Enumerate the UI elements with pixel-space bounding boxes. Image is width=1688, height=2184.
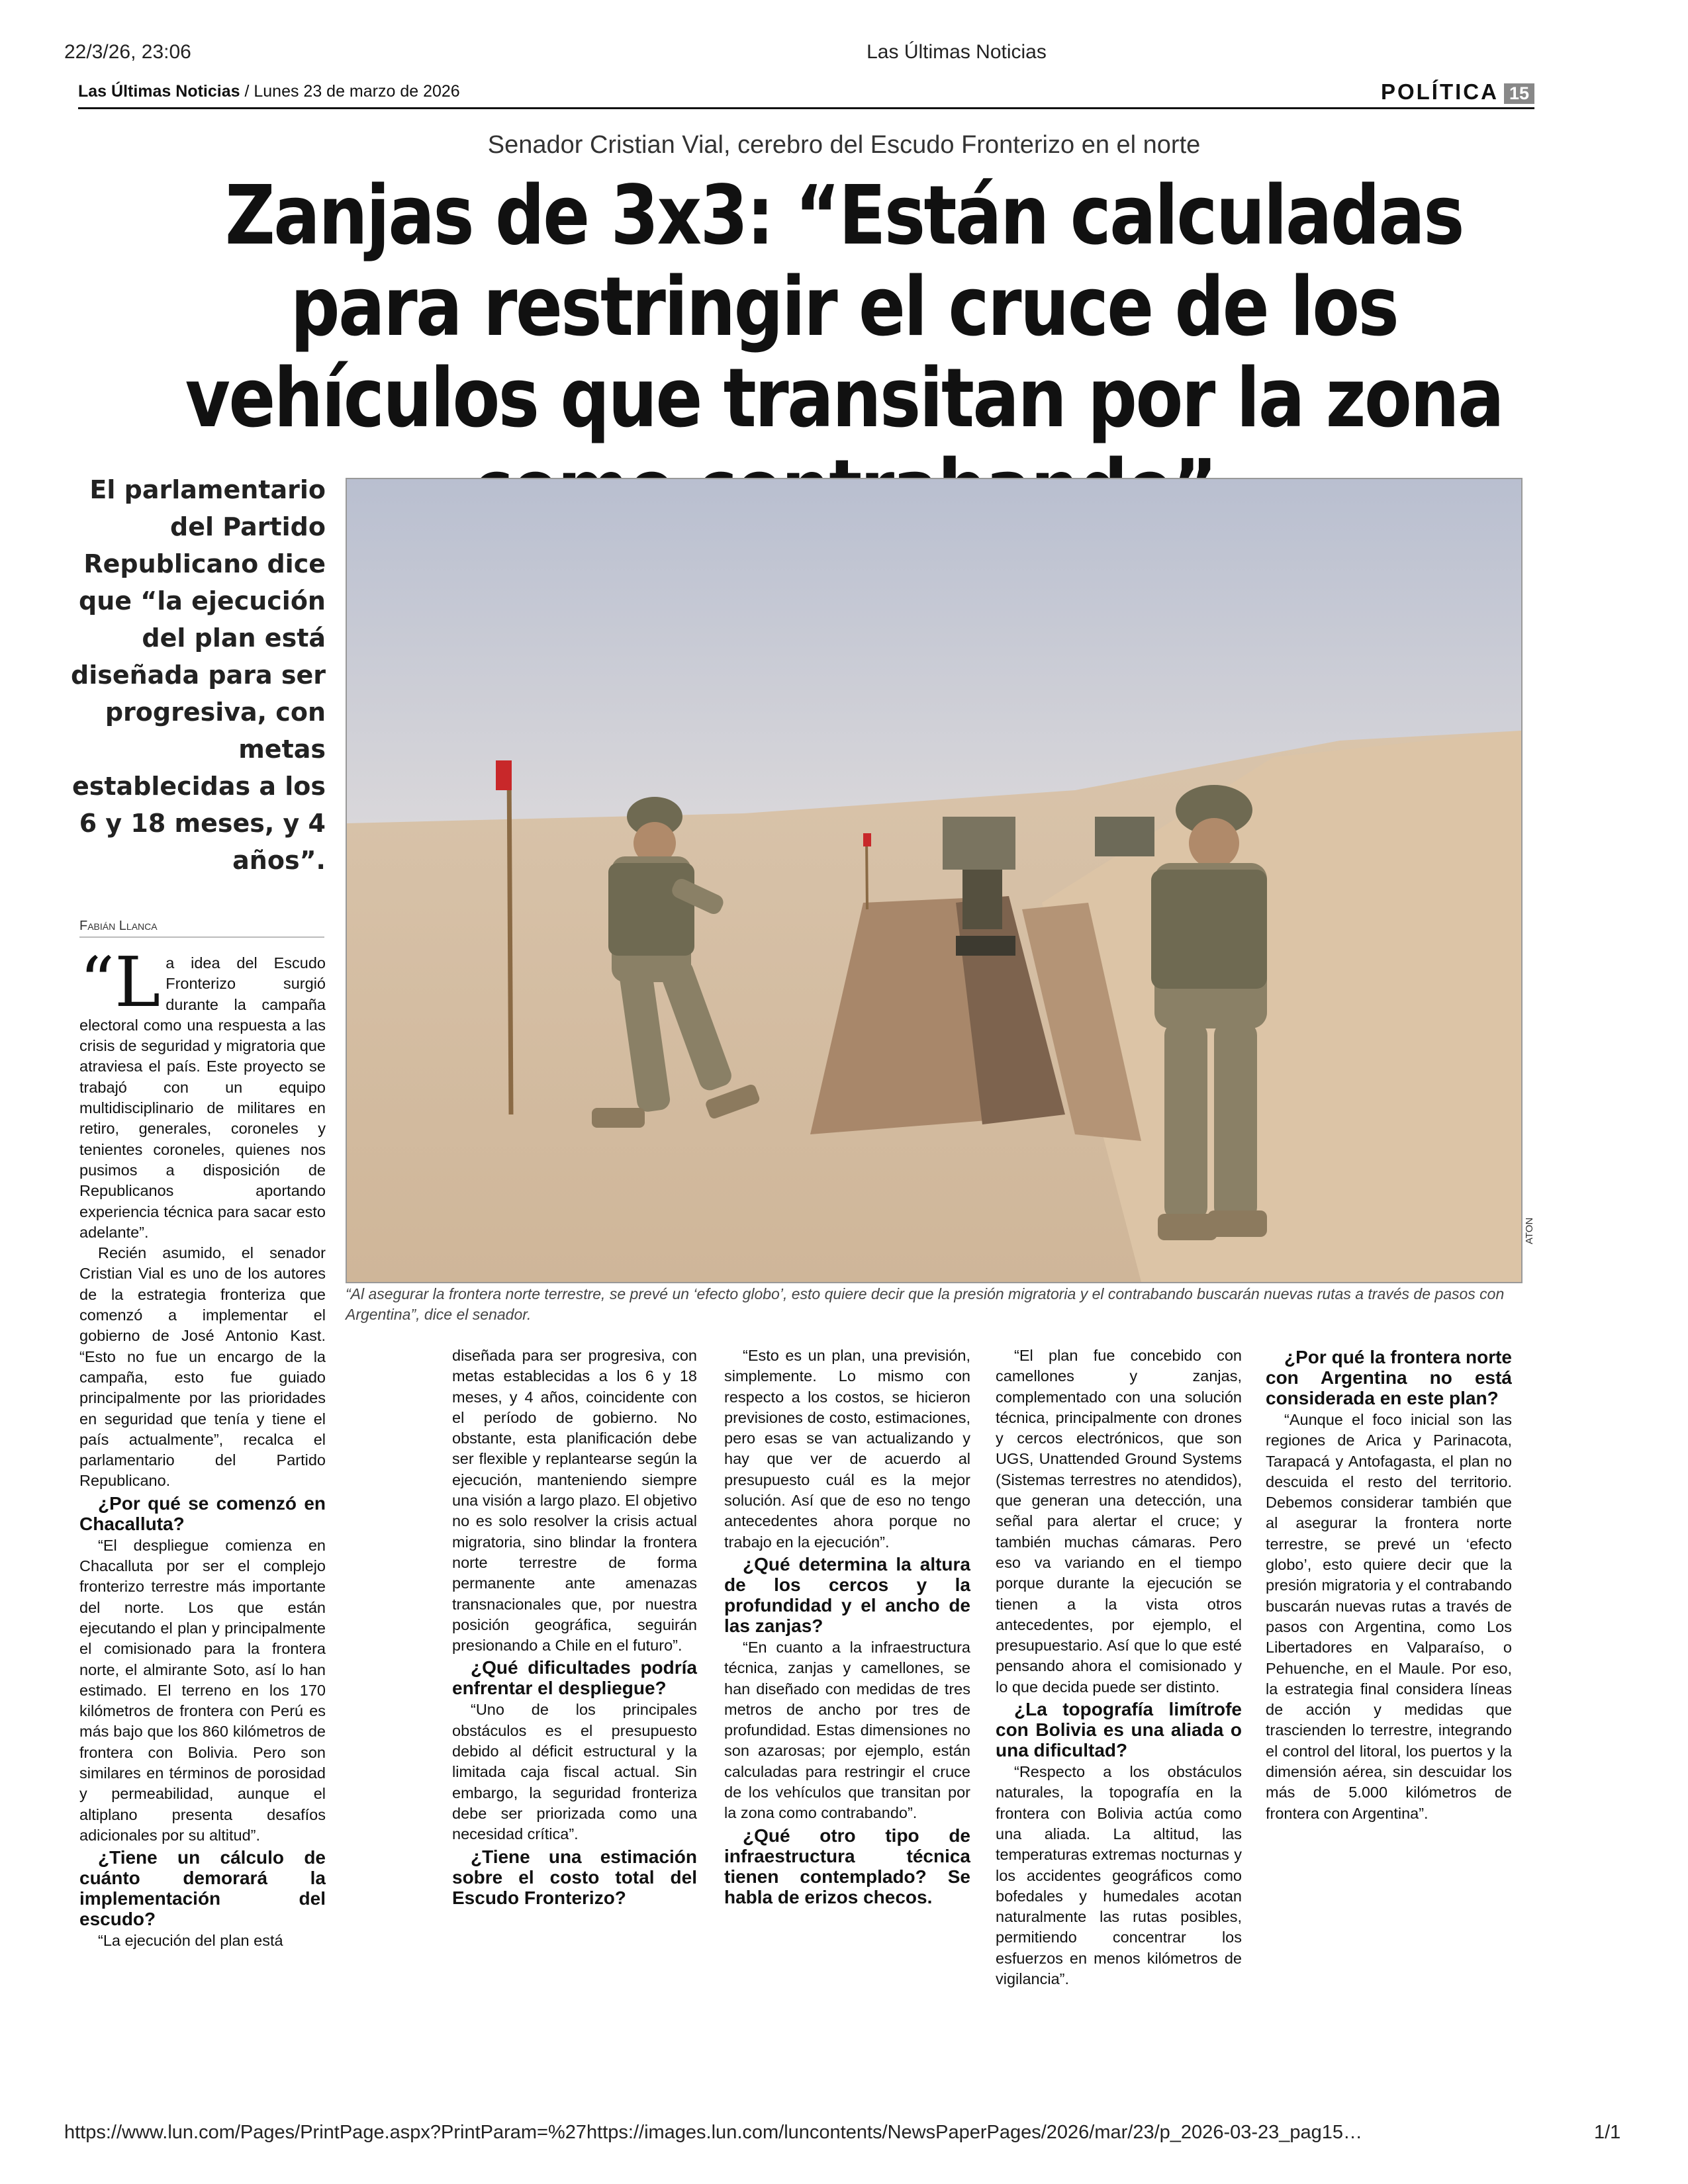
article-column-4 bbox=[996, 1345, 1242, 1989]
answer-7: “Respecto a los obstáculos naturales, la topografía en la frontera con Bolivia actúa como una aliada. La altitud, las temperaturas extremas nocturnas y los accidentes geográficos como bofedales y humedales acotan naturalmente las rutas posibles, permitiendo concentrar los esfuerzos en menos kilómetros de vigilancia”. bbox=[996, 1763, 1242, 1988]
section-name: POLÍTICA bbox=[1380, 79, 1499, 104]
print-page-count: 1/1 bbox=[1594, 2122, 1621, 2143]
question-8: ¿Por qué la frontera norte con Argentina no está considerada en este plan? bbox=[1266, 1347, 1512, 1408]
question-5: ¿Qué determina la altura de los cercos y la profundidad y el ancho de las zanjas? bbox=[724, 1553, 970, 1636]
question-1: ¿Por qué se comenzó en Chacalluta? bbox=[79, 1492, 326, 1534]
answer-4: “Esto es un plan, una previsión, simplemente. Lo mismo con respecto a los costos, se hicieron previsiones de costo, estimaciones, pero esas se van actualizando y hay que ver de acuerdo al presupuesto cuál es la mejor solución. Así que de eso no tengo antecedentes ahora porque no trabajo en la ejecución”. bbox=[724, 1347, 970, 1551]
question-4: ¿Tiene una estimación sobre el costo total del Escudo Fronterizo? bbox=[452, 1846, 697, 1908]
answer-2-continued: diseñada para ser progresiva, con metas establecidas a los 6 y 18 meses, y 4 años, coincidente con el período de gobierno. No obstante, esta planificación debe ser flexible y replantearse según la ejecución, manteniendo siempre una visión a largo plazo. El objetivo no es solo resolver la crisis actual migratoria, sino blindar la frontera norte terrestre de forma permanente ante amenazas transnacionales que, por nuestra posición geográfica, seguirán presionando a Chile en el futuro”. bbox=[452, 1347, 697, 1655]
paper-masthead: Las Últimas Noticias bbox=[78, 82, 240, 101]
answer-5: “En cuanto a la infraestructura técnica, zanjas y camellones, se han diseñado con medidas de tres metros de ancho por tres de profundidad. Estas dimensiones no son azarosas; por ejemplo, están calculadas para restringir el cruce de los vehículos que transitan por la zona como contrabando”. bbox=[724, 1638, 970, 1822]
column-1-lead bbox=[79, 942, 326, 1243]
print-datetime: 22/3/26, 23:06 bbox=[64, 41, 191, 63]
answer-3: “Uno de los principales obstáculos es el presupuesto debido al déficit estructural y la limitada caja fiscal actual. Sin embargo, la seguridad fronteriza debe ser priorizada como una necesidad crítica”. bbox=[452, 1701, 697, 1843]
print-url[interactable]: https://www.lun.com/Pages/PrintPage.aspx?PrintParam=%27https://images.lun.com/luncontents/NewsPaperPages/2026/mar/23/p_2026-03-23_pag15… bbox=[64, 2122, 1363, 2143]
page-number: 15 bbox=[1504, 83, 1534, 104]
print-page-title: Las Últimas Noticias bbox=[867, 41, 1047, 63]
question-6: ¿Qué otro tipo de infraestructura técnica tienen contemplado? Se habla de erizos checos. bbox=[724, 1825, 970, 1907]
question-7: ¿La topografía limítrofe con Bolivia es una aliada o una dificultad? bbox=[996, 1699, 1242, 1761]
article-column-2 bbox=[452, 1345, 697, 1909]
paper-header-bar bbox=[78, 79, 1534, 109]
answer-8: “Aunque el foco inicial son las regiones de Arica y Parinacota, Tarapacá y Antofagasta, el plan no descuida el resto del territorio. Debemos considerar también que al asegurar la frontera norte terrestre, se prevé un ‘efecto globo’, esto quiere decir que la presión migratoria y el contrabando buscarán nuevas rutas a través de pasos con Argentina, como Los Libertadores en Valparaíso, o Pehuenche, en el Maule. Por eso, la estrategia final considera líneas de acción y medidas que trascienden lo terrestre, integrando el control del litoral, los puertos y la dimensión aérea, sin descuidar los más de 5.000 kilómetros de frontera con Argentina”. bbox=[1266, 1411, 1512, 1822]
column-1-para-1: a idea del Escudo Fronterizo surgió durante la campaña electoral como una respuesta a las crisis de seguridad y migratoria que atraviesa el país. Este proyecto se trabajó con un equipo multidisciplinario de militares en retiro, generales, coroneles y tenientes coroneles, quienes nos pusimos a disposición de Republicanos aportando experiencia técnica para sacar esto adelante”. bbox=[79, 954, 326, 1241]
article-deck: El parlamentario del Partido Republicano dice que “la ejecución del plan está diseñada para ser progresiva, con metas establecidas a los 6 y 18 meses, y 4 años”. bbox=[71, 475, 326, 875]
answer-2-start: “La ejecución del plan está bbox=[98, 1932, 283, 1950]
article-kicker: Senador Cristian Vial, cerebro del Escudo Fronterizo en el norte bbox=[487, 131, 1201, 159]
article-column-5 bbox=[1266, 1345, 1512, 1824]
bulldozer bbox=[1095, 817, 1154, 856]
marker-pole bbox=[509, 764, 511, 1115]
photo-caption: “Al asegurar la frontera norte terrestre, se prevé un ‘efecto globo’, esto quiere decir que la presión migratoria y el contrabando buscarán nuevas rutas a través de pasos con Argentina”, dice el senador. bbox=[346, 1285, 1505, 1323]
red-flag-2 bbox=[863, 833, 871, 846]
article-headline: Zanjas de 3x3: “Están calculadas para restringir el cruce de los vehículos que transitan por la zona bbox=[185, 169, 1503, 446]
article-photo bbox=[346, 478, 1523, 1283]
desert-trench-photo bbox=[347, 479, 1521, 1282]
article-column-1 bbox=[79, 942, 326, 1951]
dropcap: “L bbox=[79, 942, 161, 1023]
answer-1: “El despliegue comienza en Chacalluta por ser el complejo fronterizo terrestre más importante del norte. Los que están ejecutando el plan y principalmente el comisionado para la frontera norte, el almirante Soto, así lo han estimado. El terreno en los 170 kilómetros de frontera con Perú es más bajo que los 860 kilómetros de frontera con Bolivia. Pero son similares en términos de porosidad y permeabilidad, aunque el altiplano presenta desafíos adicionales por su altitud”. bbox=[79, 1536, 326, 1844]
column-1-para-2: Recién asumido, el senador Cristian Vial es uno de los autores de la estrategia fronteriza que comenzó a implementar el gobierno de José Antonio Kast. “Esto no fue un encargo de la campaña, esto fue guiado principalmente por las prioridades en seguridad que tenía y tiene el país actualmente”, recalca el parlamentario del Partido Republicano. bbox=[79, 1244, 326, 1490]
photo-credit: ATON bbox=[1524, 1217, 1535, 1244]
article-column-3 bbox=[724, 1345, 970, 1909]
paper-masthead-line bbox=[78, 82, 460, 101]
paper-date: / Lunes 23 de marzo de 2026 bbox=[240, 82, 460, 101]
question-3: ¿Qué dificultades podría enfrentar el despliegue? bbox=[452, 1657, 697, 1699]
byline: Fabián Llanca bbox=[79, 919, 324, 938]
question-2: ¿Tiene un cálculo de cuánto demorará la implementación del escudo? bbox=[79, 1847, 326, 1930]
answer-6: “El plan fue concebido con camellones y zanjas, complementado con una solución técnica, principalmente con drones y cercos electrónicos, que son UGS, Unattended Ground Systems (Sistemas terrestres no atendidos), que generan una detección, una señal para alertar el cruce; y también muchas cámaras. Pero eso va variando en el tiempo porque durante la ejecución se tienen a la vista otros antecedentes, por ejemplo, el presupuestario. Así que lo que esté pensando ahora el comisionado y lo que decida puede ser distinto. bbox=[996, 1347, 1242, 1696]
section-label bbox=[1381, 79, 1534, 105]
red-flag bbox=[496, 760, 512, 790]
